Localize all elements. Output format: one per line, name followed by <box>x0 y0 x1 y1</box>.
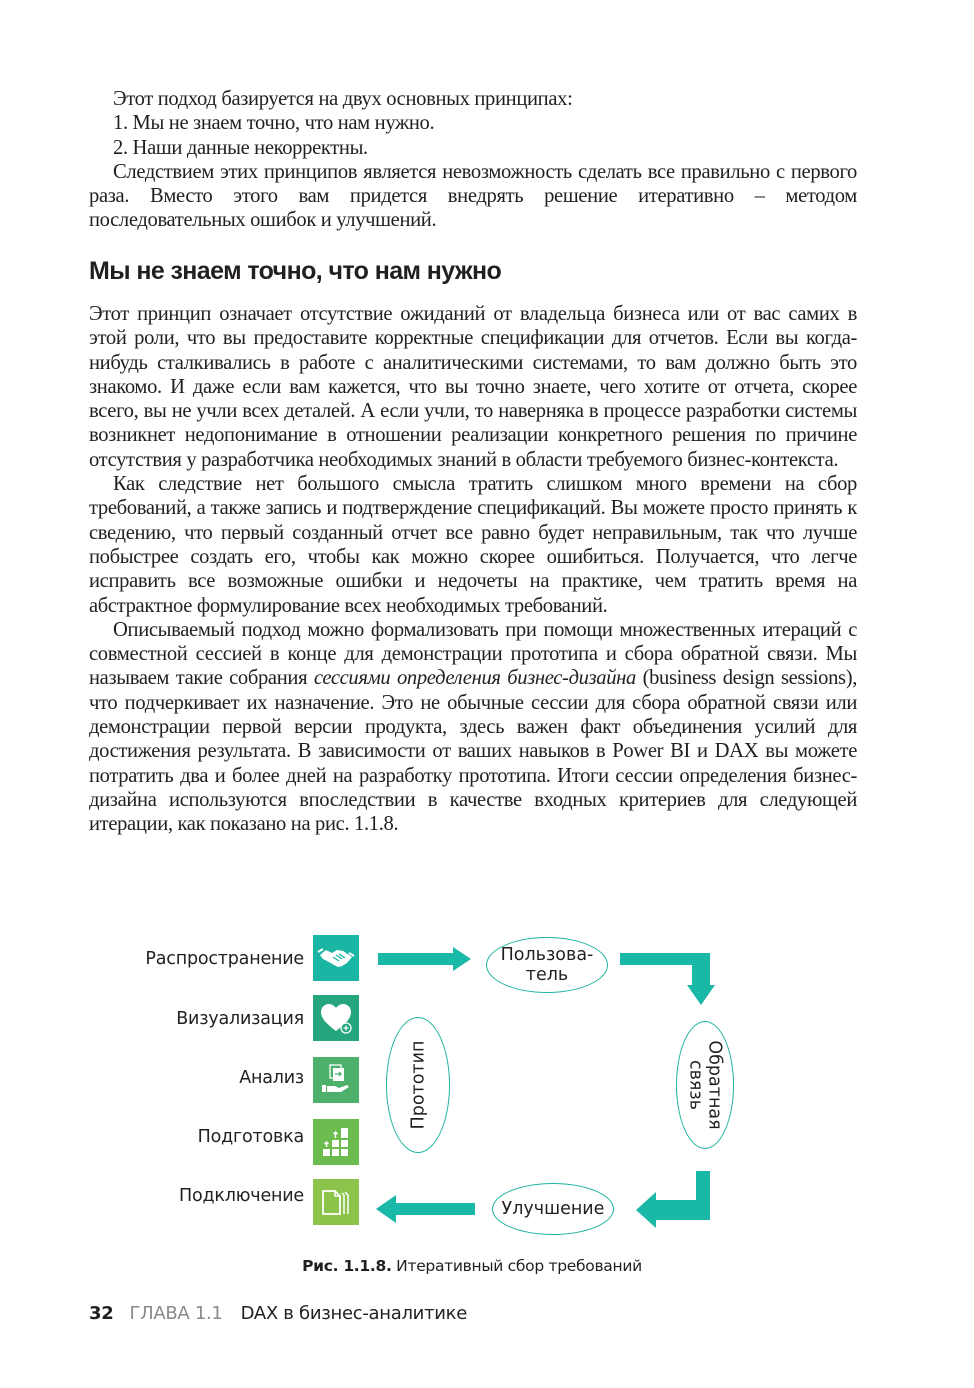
arrow-elbow-down-icon <box>620 953 715 1005</box>
paragraph-2: Как следствие нет большого смысла тратить слишком много времени на сбор требований, а также запись и подтверждение спецификаций. Вы можете просто принять к сведению, что первый созданный отчет все равно будет неправильным, так что лучше побыстрее создать его, чтобы как можно скорее ошибиться. Получается, что легче исправить все возможные ошибки и недочеты на практике, чем тратить время на абстрактное формулирование всех необходимых требований. <box>89 473 857 617</box>
chapter-label: ГЛАВА 1.1 <box>129 1303 223 1324</box>
cycle-arrows <box>0 925 974 1245</box>
book-title: DAX в бизнес-аналитике <box>240 1303 468 1324</box>
cycle-node-prototype <box>386 1017 450 1153</box>
page-footer <box>89 1303 467 1324</box>
term-italic: сессиями определения бизнес-дизайна <box>313 667 636 690</box>
figure-caption <box>0 1257 944 1275</box>
cycle-node-feedback <box>676 1021 734 1149</box>
arrow-right-icon <box>378 947 471 971</box>
user-line-1: Пользова- <box>500 945 594 965</box>
intro-list-item: 1. Мы не знаем точно, что нам нужно. <box>113 112 435 135</box>
section-body <box>89 302 857 837</box>
stage-label-preparation: Подготовка <box>197 1127 304 1147</box>
stage-label-connection: Подключение <box>179 1186 304 1206</box>
paragraph-3-start: Описываемый подход можно формализовать при помощи множественных итераций с совместной сессией в конце для демонстрации прототипа и сбора обратной связи. Мы называем такие собрания <box>89 618 857 690</box>
figure-iterative-requirements <box>0 925 974 1245</box>
feedback-label <box>686 1040 724 1129</box>
intro-paragraph: Следствием этих принципов является невозможность сделать все правильно с первого раза. Вместо этого вам придется внедрять решение итеративно – методом последовательных ошибок и улучшений. <box>89 160 857 232</box>
stage-label-analysis: Анализ <box>239 1068 304 1088</box>
arrow-elbow-left-icon <box>636 1171 710 1228</box>
paragraph-3-end: (business design sessions), что подчеркивает их назначение. Это не обычные сессии для сбора обратной связи или демонстрации первой версии продукта, здесь важен факт объединения усилий для достижения результата. В зависимости от ваших навыков в Power BI и DAX вы можете потратить два и более дней на разработку прототипа. Итоги сессии определения бизнес-дизайна используются впоследствии в качестве входных критериев для следующей итерации, как показано на рис. 1.1.8. <box>89 667 858 836</box>
prototype-label: Прототип <box>408 1040 429 1130</box>
caption-number: Рис. 1.1.8. <box>302 1257 392 1275</box>
section-heading: Мы не знаем точно, что нам нужно <box>89 257 502 285</box>
intro-block <box>89 87 857 233</box>
caption-text: Итеративный сбор требований <box>391 1257 642 1275</box>
stage-label-visualization: Визуализация <box>176 1009 304 1029</box>
paragraph-1: Этот принцип означает отсутствие ожиданий от владельца бизнеса или от вас самих в этой роли, что вы предоставите корректные спецификации для отчетов. Если вы когда-нибудь сталкивались в работе с аналитическими системами, то вам должно быть это знакомо. И даже если вам кажется, что вы точно знаете, чего хотите от отчета, скорее всего, вы не учли всех деталей. А если учли, то наверняка в процессе разработки системы возникнет недопонимание в отношении реализации конкретного решения по причине отсутствия у разработчика необходимых знаний в области требуемого бизнес-контекста. <box>89 303 857 471</box>
stage-label-distribution: Распространение <box>145 949 304 969</box>
intro-list-item: 2. Наши данные некорректны. <box>113 136 368 159</box>
cycle-node-user <box>486 937 608 993</box>
feedback-line-2: связь <box>686 1059 707 1111</box>
arrow-left-icon <box>376 1195 475 1223</box>
user-line-2: тель <box>525 965 569 985</box>
improvement-label: Улучшение <box>501 1199 605 1219</box>
page-number: 32 <box>89 1303 114 1324</box>
paragraph-3 <box>89 618 857 837</box>
cycle-node-improvement <box>492 1183 614 1235</box>
intro-line: Этот подход базируется на двух основных принципах: <box>113 88 573 110</box>
feedback-line-1: Обратная <box>705 1040 726 1130</box>
